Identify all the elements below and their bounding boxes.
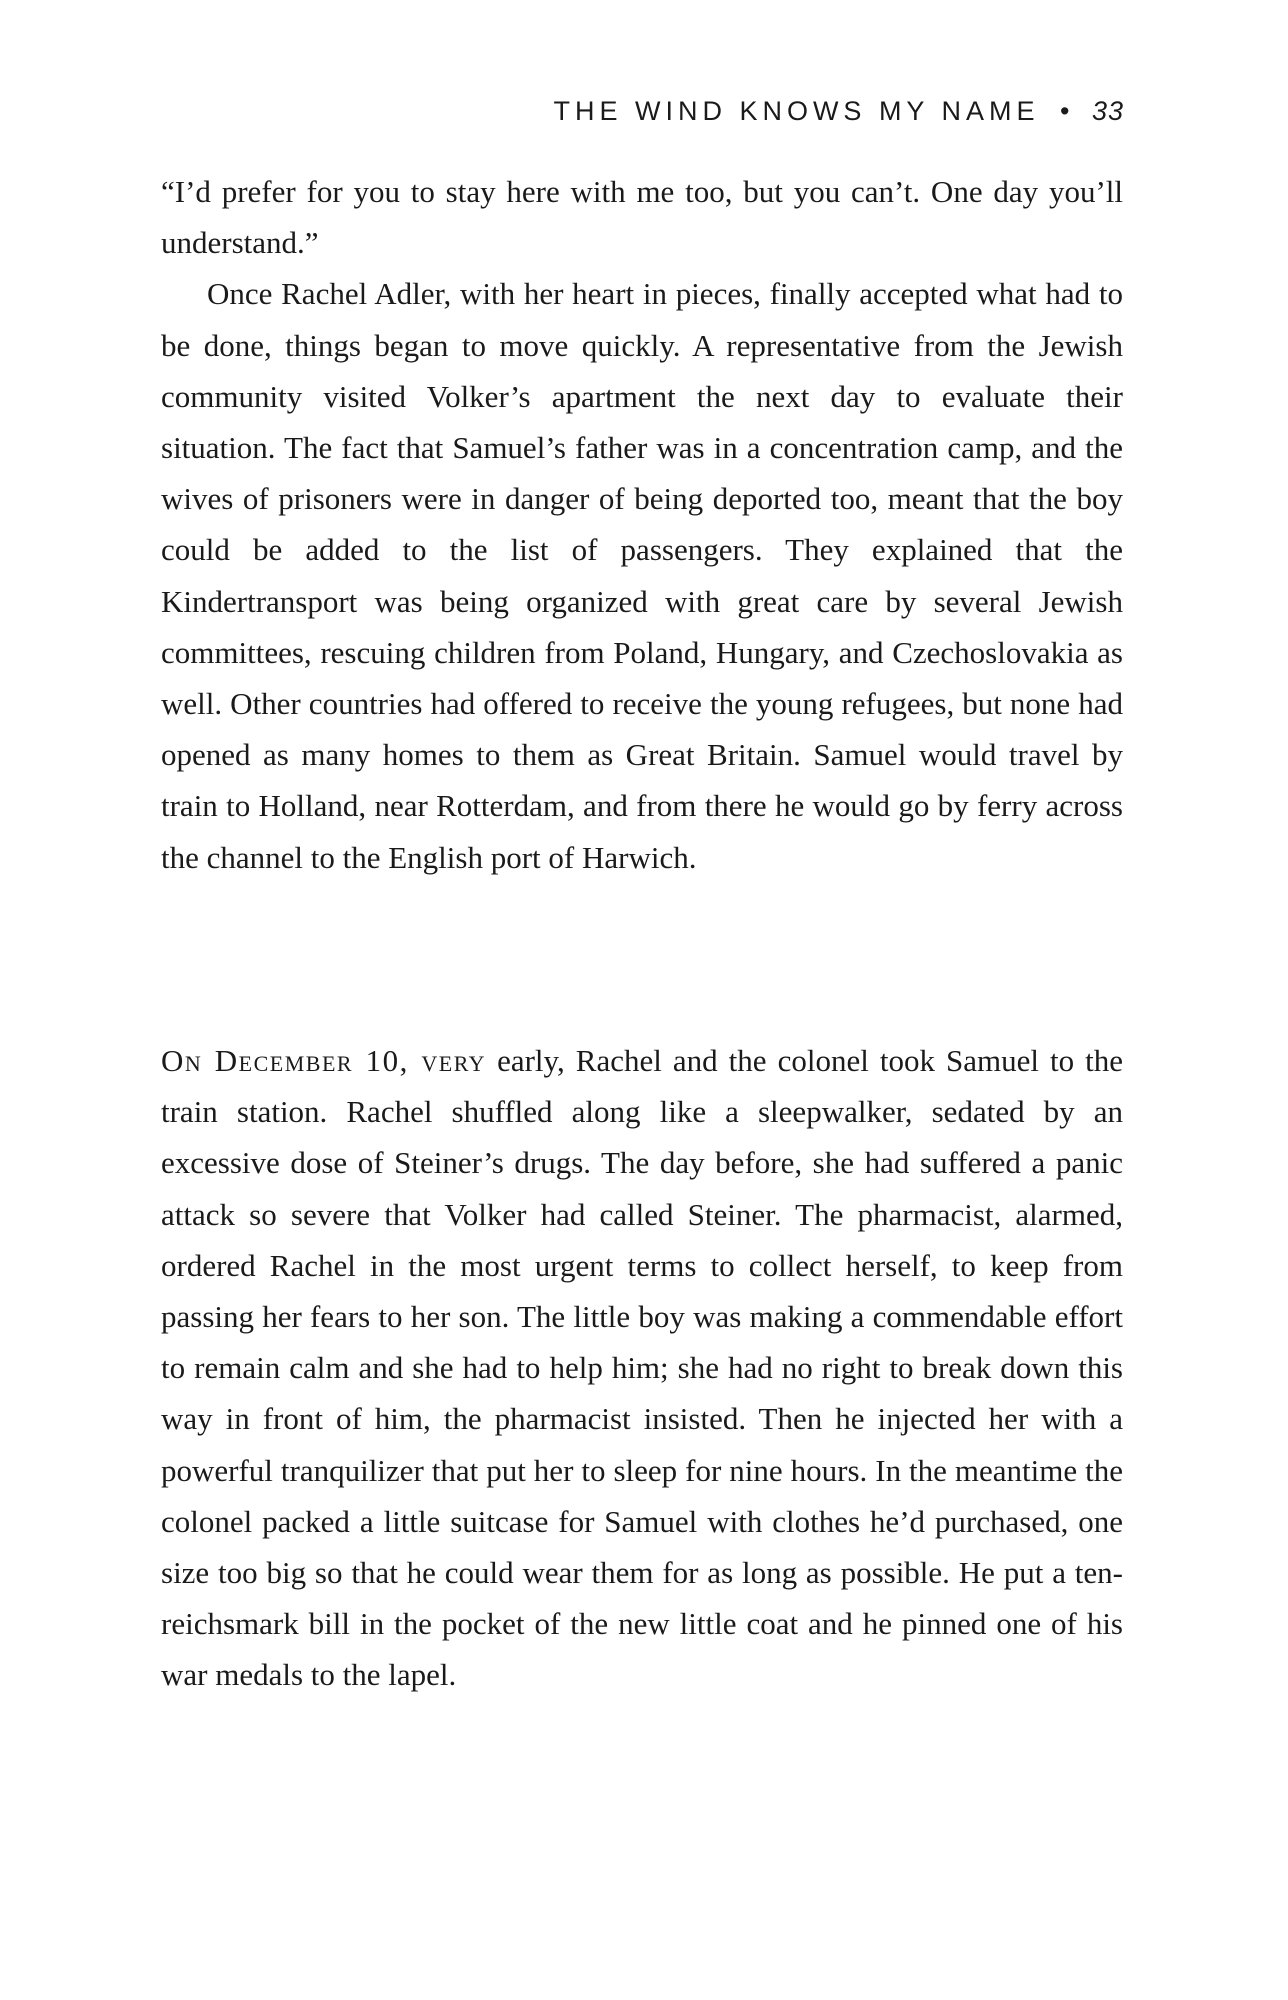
section-body-text: early, Rachel and the colonel took Samuel to the train station. Rachel shuffled along like a sleepwalker, sedated by an excessive dose of Steiner’s drugs. The day before, she had suffered a panic attack so severe that Volker had called Steiner. The pharmacist, alarmed, ordered Rachel in the most urgent terms to collect herself, to keep from passing her fears to her son. The little boy was making a commendable effort to remain calm and she had to help him; she had no right to break down this way in front of him, the pharmacist insisted. Then he injected her with a powerful tranquilizer that put her to sleep for nine hours. In the meantime the colonel packed a little suitcase for Samuel with clothes he’d purchased, one size too big so that he could wear them for as long as possible. He put a ten-reichsmark bill in the pocket of the new little coat and he pinned one of his war medals to the lapel. [161, 1043, 1124, 1693]
section-opening-paragraph [161, 1035, 1123, 1701]
section-1 [161, 166, 1123, 883]
small-caps-lead-in: On December 10, very [161, 1043, 487, 1078]
running-header [553, 96, 1124, 127]
dialogue-paragraph: “I’d prefer for you to stay here with me too, but you can’t. One day you’ll understand.” [161, 174, 1123, 261]
section-2 [161, 1035, 1123, 1701]
header-separator: • [1059, 96, 1070, 126]
page-number: 33 [1091, 96, 1124, 126]
book-title: THE WIND KNOWS MY NAME [553, 96, 1040, 126]
body-paragraph: Once Rachel Adler, with her heart in pieces, finally accepted what had to be done, things began to move quickly. A representative from the Jewish community visited Volker’s apartment the next day to evaluate their situation. The fact that Samuel’s father was in a concentration camp, and the wives of prisoners were in danger of being deported too, meant that the boy could be added to the list of passengers. They explained that the Kindertransport was being organized with great care by several Jewish committees, rescuing children from Poland, Hungary, and Czechoslovakia as well. Other countries had offered to receive the young refugees, but none had opened as many homes to them as Great Britain. Samuel would travel by train to Holland, near Rotterdam, and from there he would go by ferry across the channel to the English port of Harwich. [161, 276, 1123, 875]
